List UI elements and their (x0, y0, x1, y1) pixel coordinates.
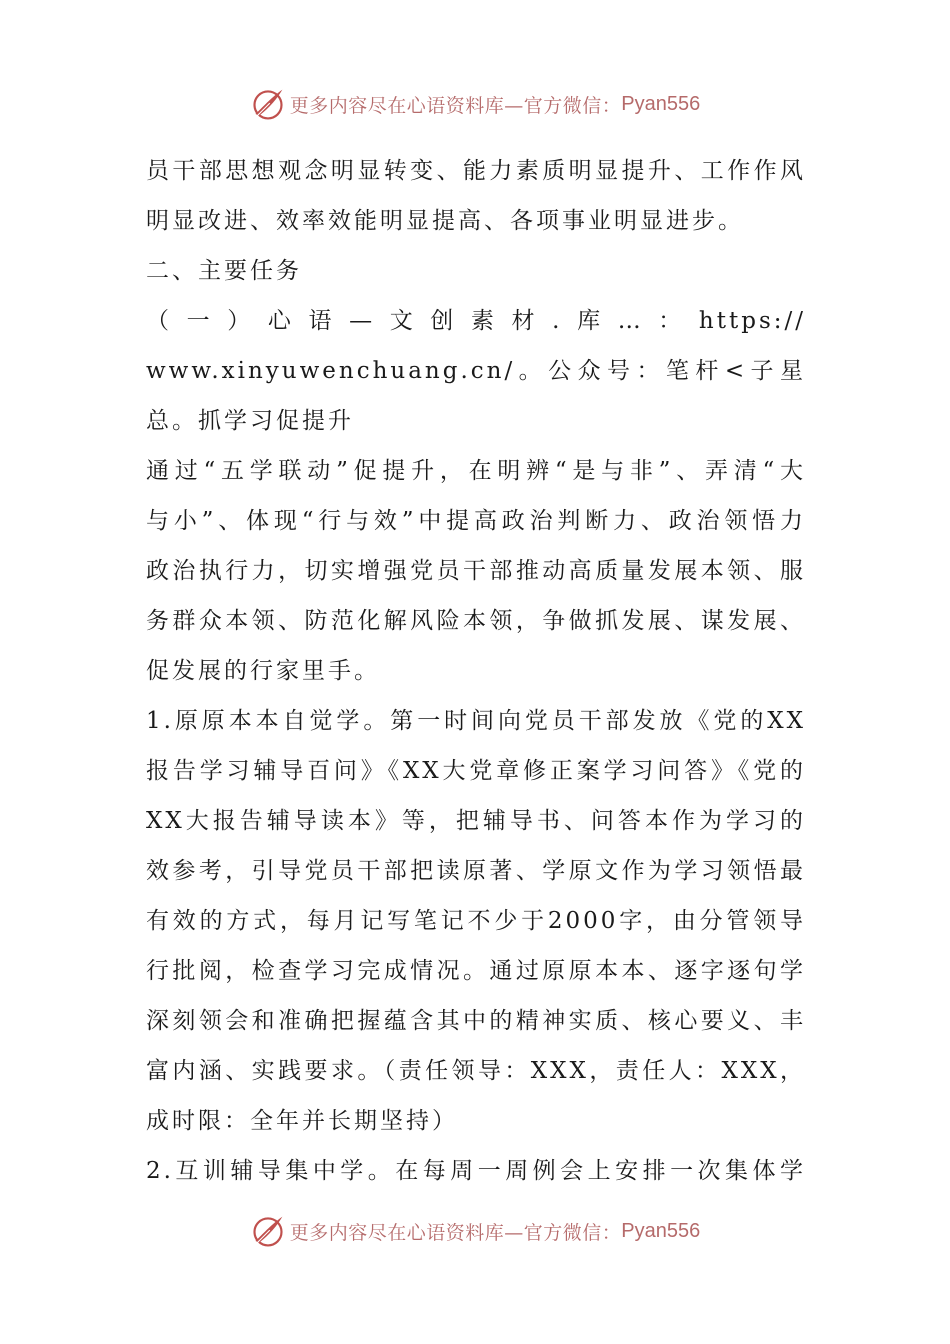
document-body (146, 146, 806, 1196)
watermark-text: 更多内容尽在心语资料库—官方微信： (289, 94, 622, 117)
header-watermark (0, 82, 950, 126)
watermark-text: 更多内容尽在心语资料库—官方微信： (289, 1221, 622, 1244)
quill-logo-icon (250, 86, 286, 122)
text-line: （一）心语—文创素材.库…：https:// (146, 308, 806, 334)
text-line: 深刻领会和准确把握蕴含其中的精神实质、核心要义、丰 (146, 1008, 806, 1034)
text-line: 促发展的行家里手。 (146, 658, 380, 684)
text-line: 与小”、体现“行与效”中提高政治判断力、政治领悟力 (146, 508, 806, 534)
quill-logo-icon (250, 1213, 286, 1249)
text-line: 有效的方式，每月记写笔记不少于2000字，由分管领导 (146, 908, 806, 934)
text-line: XX大报告辅导读本》等，把辅导书、问答本作为学习的 (146, 808, 806, 834)
text-line: 2.互训辅导集中学。在每周一周例会上安排一次集体学 (146, 1158, 806, 1184)
text-line: 报告学习辅导百问》《XX大党章修正案学习问答》《党的 (146, 758, 806, 784)
text-line: 总。抓学习促提升 (146, 408, 354, 434)
text-line: 行批阅，检查学习完成情况。通过原原本本、逐字逐句学 (146, 958, 806, 984)
text-line: 员干部思想观念明显转变、能力素质明显提升、工作作风 (146, 158, 806, 184)
text-line: 效参考，引导党员干部把读原著、学原文作为学习领悟最 (146, 858, 806, 884)
text-line: www.xinyuwenchuang.cn/。公众号：笔杆<子星 (146, 358, 806, 384)
text-line: 成时限：全年并长期坚持） (146, 1108, 458, 1134)
text-line: 明显改进、效率效能明显提高、各项事业明显进步。 (146, 208, 744, 234)
text-line: 通过“五学联动”促提升，在明辨“是与非”、弄清“大 (146, 458, 806, 484)
watermark-wechat-id: Pyan556 (621, 1219, 701, 1242)
watermark-wechat-id: Pyan556 (621, 92, 701, 115)
text-line: 富内涵、实践要求。（责任领导：XXX，责任人：XXX， (146, 1058, 806, 1084)
footer-watermark (0, 1209, 950, 1253)
text-line: 1.原原本本自觉学。第一时间向党员干部发放《党的XX (146, 708, 806, 734)
text-line: 二、主要任务 (146, 258, 302, 284)
text-line: 务群众本领、防范化解风险本领，争做抓发展、谋发展、 (146, 608, 806, 634)
text-line: 政治执行力，切实增强党员干部推动高质量发展本领、服 (146, 558, 806, 584)
